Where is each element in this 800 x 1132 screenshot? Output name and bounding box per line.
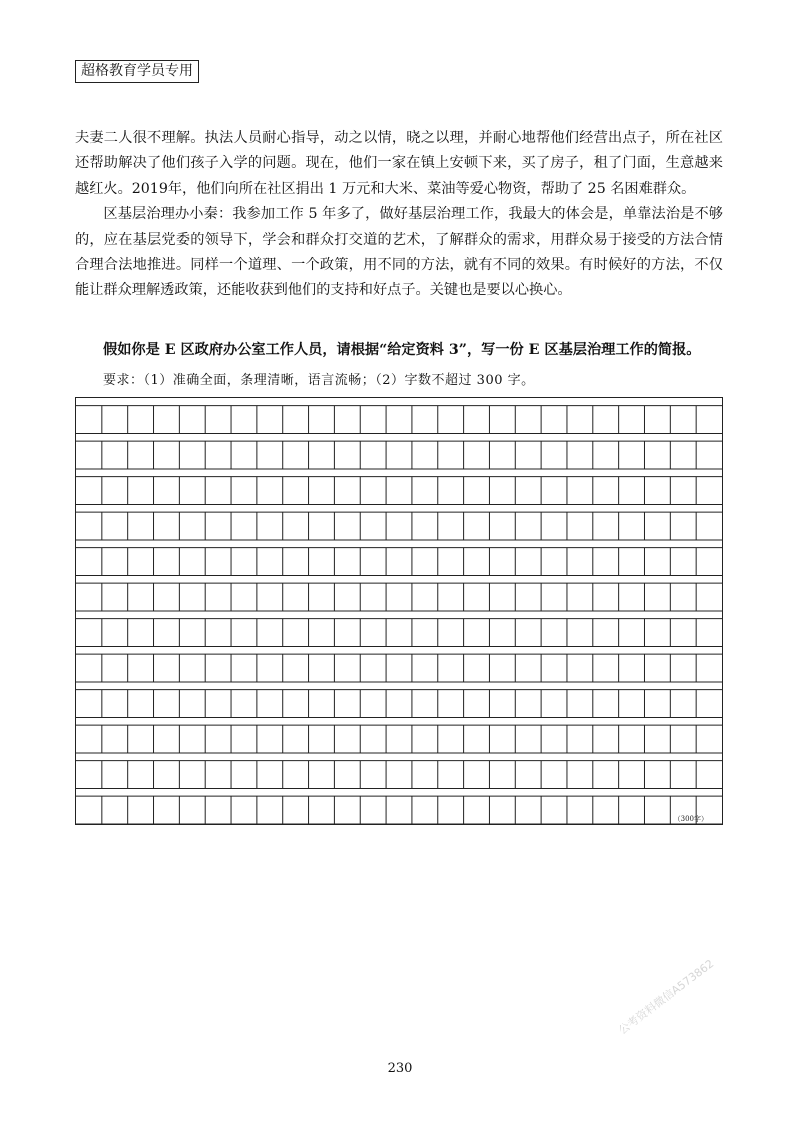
material-text	[75, 126, 723, 304]
page-number: 230	[387, 1061, 413, 1076]
watermark: 公考资料微信A573862	[616, 957, 717, 1037]
grid-row[interactable]	[76, 512, 722, 540]
paragraph-1: 夫妻二人很不理解。执法人员耐心指导，动之以情，晓之以理，并耐心地帮他们经营出点子，所在社区还帮助解决了他们孩子入学的问题。现在，他们一家在镇上安顿下来，买了房子，租了门面，生意越来越红火。2019年，他们向所在社区捐出 1 万元和大米、菜油等爱心物资，帮助了 25 名困难群众。	[75, 130, 723, 197]
answer-grid-lines	[76, 398, 722, 824]
answer-grid[interactable]	[75, 397, 723, 825]
grid-row[interactable]	[76, 548, 722, 576]
grid-row[interactable]	[76, 654, 722, 682]
grid-row[interactable]	[76, 477, 722, 505]
header-label: 超格教育学员专用	[75, 60, 199, 83]
question-text: 假如你是 E 区政府办公室工作人员，请根据“给定资料 3”，写一份 E 区基层治理工作的简报。	[103, 342, 701, 358]
grid-row[interactable]	[76, 796, 722, 824]
word-limit-note: （300字）	[673, 815, 708, 823]
grid-row[interactable]	[76, 690, 722, 718]
requirement-text: 要求：（1）准确全面，条理清晰，语言流畅；（2）字数不超过 300 字。	[103, 373, 535, 388]
grid-row[interactable]	[76, 406, 722, 434]
grid-row[interactable]	[76, 761, 722, 789]
grid-row[interactable]	[76, 441, 722, 469]
grid-row[interactable]	[76, 725, 722, 753]
grid-row[interactable]	[76, 583, 722, 611]
paragraph-2: 区基层治理办小秦：我参加工作 5 年多了，做好基层治理工作，我最大的体会是，单靠法治是不够的，应在基层党委的领导下，学会和群众打交道的艺术，了解群众的需求，用群众易于接受的方法合情合理合法地推进。同样一个道理、一个政策，用不同的方法，就有不同的效果。有时候好的方法，不仅能让群众理解透政策，还能收获到他们的支持和好点子。关键也是要以心换心。	[75, 206, 723, 299]
grid-row[interactable]	[76, 619, 722, 647]
